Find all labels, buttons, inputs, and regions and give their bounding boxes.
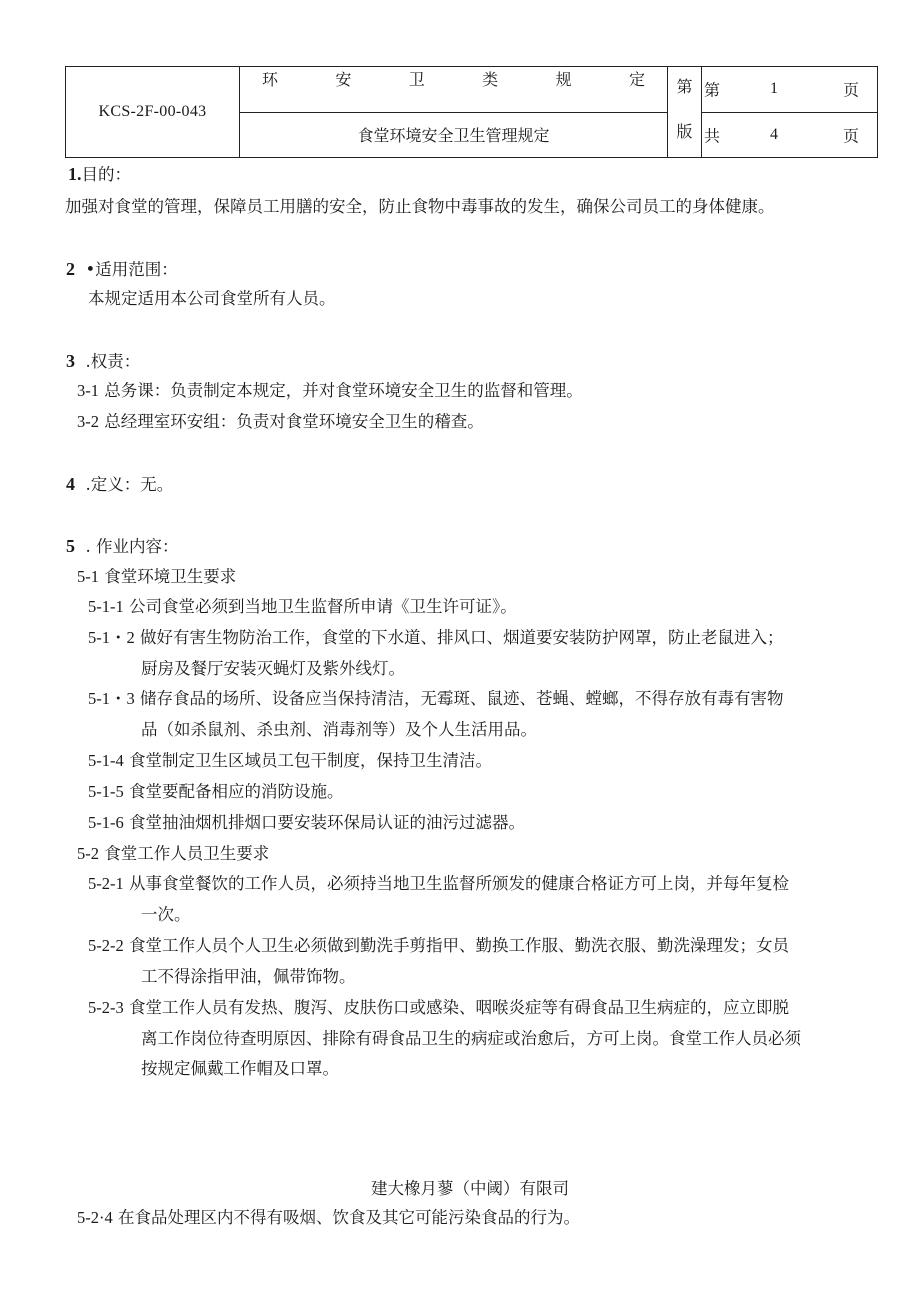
section-1-text: 加强对食堂的管理，保障员工用膳的安全，防止食物中毒事故的发生，确保公司员工的身体健康。: [65, 197, 775, 216]
page-number-cell: [702, 67, 878, 113]
section-5-1-3: 5-1・3 储存食品的场所、设备应当保持清洁，无霉斑、鼠迹、苍蝇、螳螂，不得存放有毒有害物: [88, 689, 784, 708]
edition-label-top: 第: [676, 77, 693, 96]
section-5-2-4: 5-2·4 在食品处理区内不得有吸烟、饮食及其它可能污染食品的行为。: [77, 1208, 580, 1227]
section-5-1-5: 5-1-5 食堂要配备相应的消防设施。: [88, 782, 344, 801]
section-4-heading: 4 .定义：无。: [66, 474, 174, 494]
category-char: 定: [628, 70, 645, 90]
page-number: 1: [770, 80, 778, 98]
section-5-2-3-cont2: 按规定佩戴工作帽及口罩。: [141, 1059, 339, 1078]
total-number: 4: [770, 125, 778, 143]
section-5-2-1: 5-2-1 从事食堂餐饮的工作人员，必须持当地卫生监督所颁发的健康合格证方可上岗，并每年复检: [88, 874, 789, 893]
section-5-heading: 5 . 作业内容：: [66, 536, 179, 556]
category-char: 环: [262, 70, 279, 90]
section-1-heading: 1.目的：: [68, 164, 131, 184]
section-5-2-1-cont: 一次。: [141, 905, 191, 924]
section-2-text: 本规定适用本公司食堂所有人员。: [88, 289, 336, 308]
section-3-heading: 3 .权责：: [66, 351, 141, 371]
category-char: 规: [555, 70, 572, 90]
section-5-2-2-cont: 工不得涂指甲油，佩带饰物。: [141, 967, 356, 986]
edition-cell: [668, 67, 702, 158]
section-5-1-6: 5-1-6 食堂抽油烟机排烟口要安装环保局认证的油污过滤器。: [88, 813, 525, 832]
category-char: 类: [482, 70, 499, 90]
company-name-footer: 建大橡月蓼（中阈）有限司: [371, 1179, 569, 1198]
total-unit: 页: [842, 126, 859, 146]
document-code: KCS-2F-00-043: [66, 67, 240, 158]
section-5-1-4: 5-1-4 食堂制定卫生区域员工包干制度，保持卫生清洁。: [88, 751, 492, 770]
section-5-2-heading: 5-2 食堂工作人员卫生要求: [77, 844, 270, 863]
category-char: 安: [335, 70, 352, 90]
section-5-1-2-cont: 厨房及餐厅安装灭蝇灯及紫外线灯。: [141, 659, 405, 678]
category-cell: [240, 67, 668, 113]
section-5-1-2: 5-1・2 做好有害生物防治工作，食堂的下水道、排风口、烟道要安装防护网罩，防止老鼠进入；: [88, 628, 784, 647]
document-title: 食堂环境安全卫生管理规定: [240, 112, 668, 158]
section-3-2: 3-2 总经理室环安组：负责对食堂环境安全卫生的稽查。: [77, 412, 484, 431]
section-5-1-heading: 5-1 食堂环境卫生要求: [77, 567, 237, 586]
category-label: [240, 67, 667, 111]
total-label: 共: [704, 126, 721, 146]
category-char: 卫: [408, 70, 425, 90]
section-3-1: 3-1 总务课：负责制定本规定，并对食堂环境安全卫生的监督和管理。: [77, 381, 583, 400]
total-pages-cell: [702, 112, 878, 158]
page-label: 第: [704, 80, 721, 100]
section-5-1-1: 5-1-1 公司食堂必须到当地卫生监督所申请《卫生许可证》。: [88, 597, 517, 616]
section-5-2-3-cont: 离工作岗位待查明原因、排除有碍食品卫生的病症或治愈后，方可上岗。食堂工作人员必须: [141, 1029, 801, 1048]
section-2-heading: 2 •适用范围：: [66, 259, 178, 279]
page-unit: 页: [842, 80, 859, 100]
section-5-2-3: 5-2-3 食堂工作人员有发热、腹泻、皮肤伤口或感染、咽喉炎症等有碍食品卫生病症的，应立即脱: [88, 998, 789, 1017]
section-5-1-3-cont: 品（如杀鼠剂、杀虫剂、消毒剂等）及个人生活用品。: [141, 720, 537, 739]
edition-label-bottom: 版: [676, 122, 693, 141]
section-5-2-2: 5-2-2 食堂工作人员个人卫生必须做到勤洗手剪指甲、勤换工作服、勤洗衣服、勤洗澡理发；女员: [88, 936, 789, 955]
document-header-table: [65, 66, 878, 158]
